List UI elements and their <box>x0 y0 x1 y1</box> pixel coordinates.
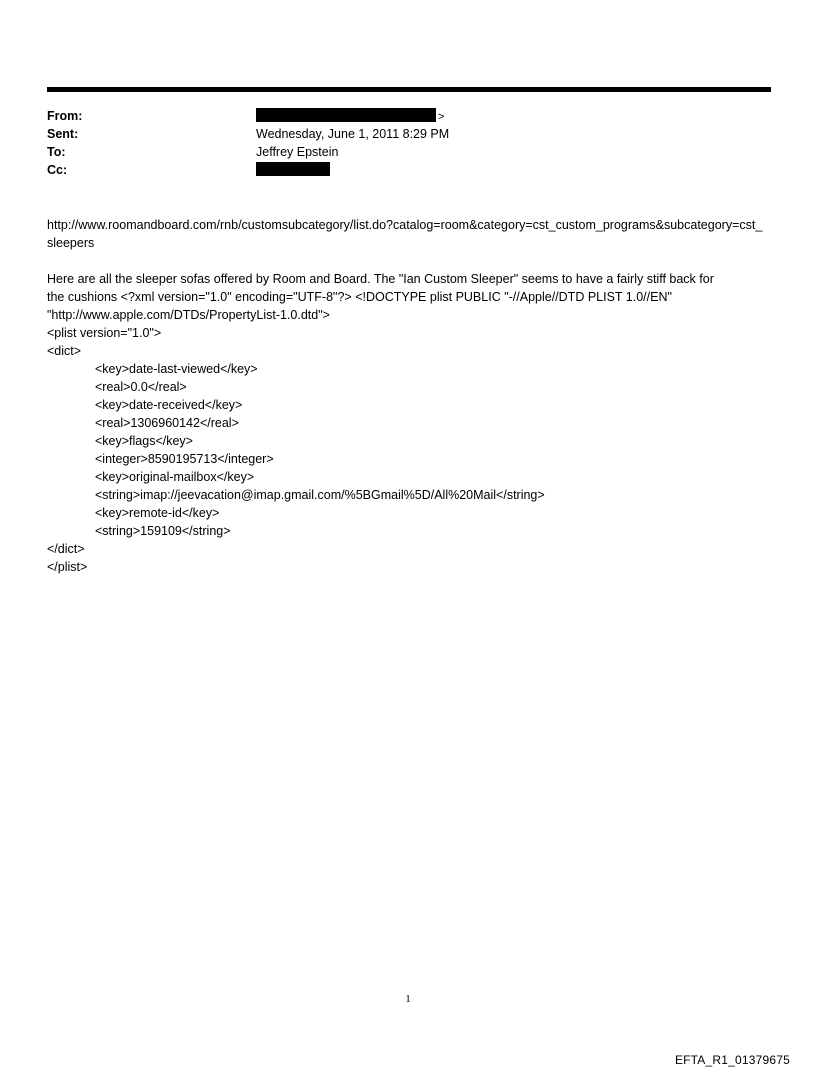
cc-label: Cc: <box>47 163 68 177</box>
sent-label: Sent: <box>47 127 79 141</box>
to-row <box>47 143 771 161</box>
message-line: "http://www.apple.com/DTDs/PropertyList-1.0.dtd"> <box>47 308 330 322</box>
page-number: 1 <box>405 993 411 1005</box>
header-divider <box>47 87 771 92</box>
plist-entry: <key>original-mailbox</key> <box>95 470 255 484</box>
sent-value: Wednesday, June 1, 2011 8:29 PM <box>256 127 450 141</box>
plist-entry: <key>remote-id</key> <box>95 506 220 520</box>
room-and-board-link[interactable]: http://www.roomandboard.com/rnb/customsubcategory/list.do?catalog=room&category=cst_custom_programs&subcategory=cst_sleepers <box>47 218 763 250</box>
sent-row <box>47 125 771 143</box>
redaction-box <box>256 108 436 122</box>
plist-entry: <key>date-last-viewed</key> <box>95 362 258 376</box>
plist-entry: <integer>8590195713</integer> <box>95 452 274 466</box>
plist-entry: <string>imap://jeevacation@imap.gmail.com/%5BGmail%5D/All%20Mail</string> <box>95 488 545 502</box>
dict-close: </dict> <box>47 542 85 556</box>
bates-number: EFTA_R1_01379675 <box>674 1053 790 1067</box>
from-suffix: > <box>438 111 445 123</box>
plist-close: </plist> <box>47 560 88 574</box>
from-row <box>47 107 771 125</box>
message-line: Here are all the sleeper sofas offered by Room and Board. The "Ian Custom Sleeper" seems to have a fairly stiff back for <box>47 272 714 286</box>
email-header <box>47 107 771 179</box>
plist-open: <plist version="1.0"> <box>47 326 162 340</box>
plist-entry: <key>date-received</key> <box>95 398 243 412</box>
plist-entry: <string>159109</string> <box>95 524 231 538</box>
from-label: From: <box>47 109 83 123</box>
to-value: Jeffrey Epstein <box>256 145 339 159</box>
to-label: To: <box>47 145 66 159</box>
from-value <box>256 107 444 126</box>
plist-entry: <key>flags</key> <box>95 434 193 448</box>
message-line: the cushions <?xml version="1.0" encoding="UTF-8"?> <!DOCTYPE plist PUBLIC "-//Apple//DTD PLIST 1.0//EN" <box>47 290 672 304</box>
plist-entry: <real>1306960142</real> <box>95 416 239 430</box>
plist-entry: <real>0.0</real> <box>95 380 187 394</box>
cc-value <box>256 161 330 179</box>
email-body <box>47 216 771 576</box>
redaction-box <box>256 162 330 176</box>
dict-open: <dict> <box>47 344 82 358</box>
cc-row <box>47 161 771 179</box>
